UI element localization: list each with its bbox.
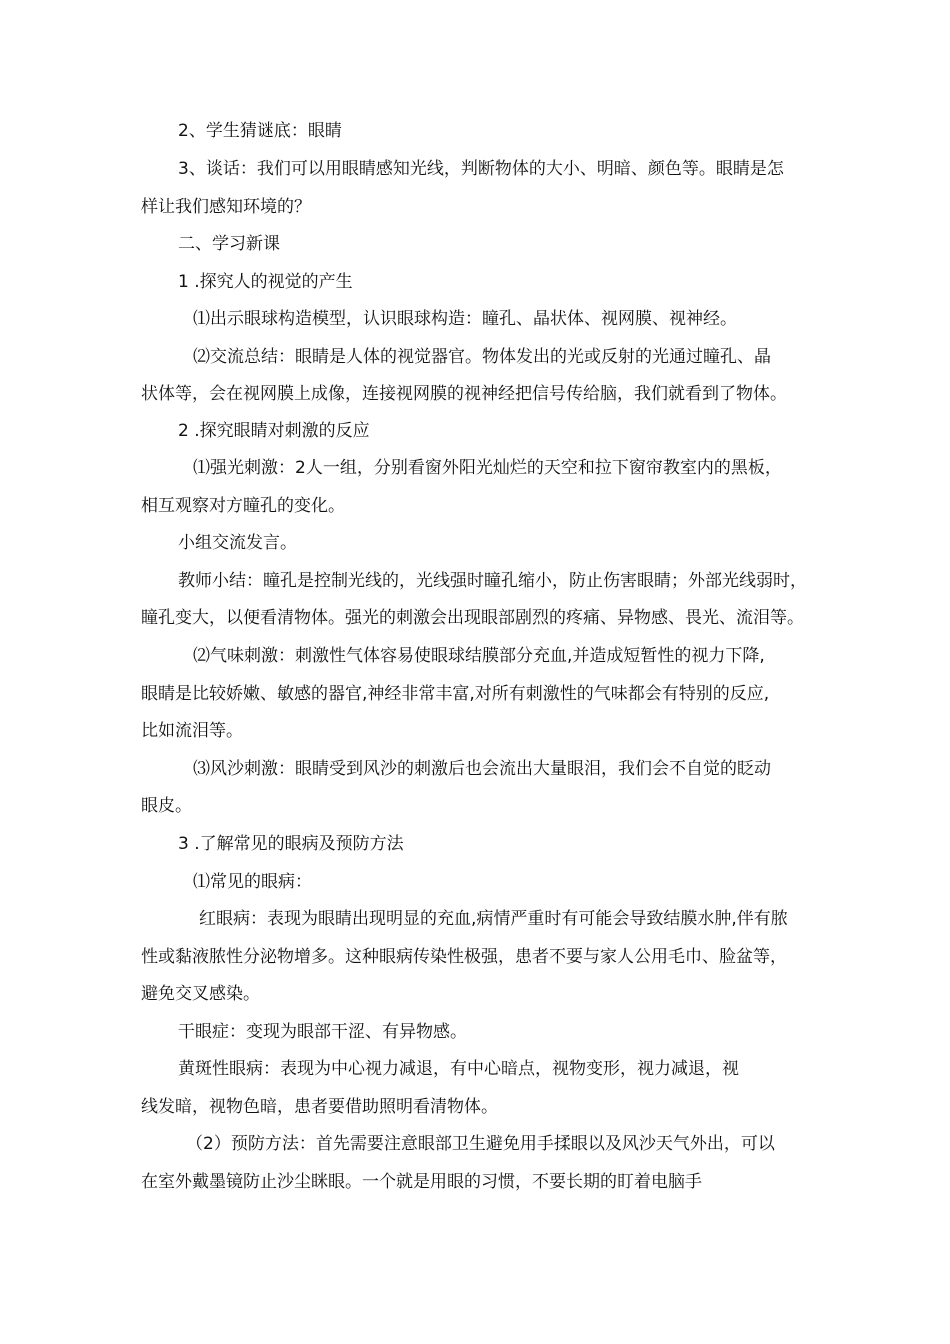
text-line: 眼皮。 — [141, 796, 192, 816]
text-line: ⑴常见的眼病： — [193, 872, 312, 892]
subsection-heading: 1 .探究人的视觉的产生 — [178, 272, 353, 292]
text-line: 性或黏液脓性分泌物增多。这种眼病传染性极强，患者不要与家人公用毛巾、脸盆等， — [141, 947, 787, 967]
text-line: 3、谈话：我们可以用眼睛感知光线，判断物体的大小、明暗、颜色等。眼睛是怎 — [178, 159, 784, 179]
text-line: ⑵交流总结：眼睛是人体的视觉器官。物体发出的光或反射的光通过瞳孔、晶 — [193, 347, 771, 367]
text-line: 样让我们感知环境的？ — [141, 197, 311, 217]
text-line: 比如流泪等。 — [141, 721, 243, 741]
text-line: 避免交叉感染。 — [141, 984, 260, 1004]
text-line: 干眼症：变现为眼部干涩、有异物感。 — [178, 1022, 467, 1042]
section-heading: 二、学习新课 — [178, 234, 280, 254]
text-line: 在室外戴墨镜防止沙尘眯眼。一个就是用眼的习惯，不要长期的盯着电脑手 — [141, 1172, 702, 1192]
subsection-heading: 2 .探究眼睛对刺激的反应 — [178, 421, 370, 441]
text-line: 小组交流发言。 — [178, 533, 297, 553]
text-line: ⑵气味刺激：刺激性气体容易使眼球结膜部分充血,并造成短暂性的视力下降, — [193, 646, 765, 666]
text-line: 瞳孔变大，以便看清物体。强光的刺激会出现眼部剧烈的疼痛、异物感、畏光、流泪等。 — [141, 608, 804, 628]
text-line: 红眼病：表现为眼睛出现明显的充血,病情严重时有可能会导致结膜水肿,伴有脓 — [199, 909, 788, 929]
text-line: ⑴出示眼球构造模型，认识眼球构造：瞳孔、晶状体、视网膜、视神经。 — [193, 309, 737, 329]
subsection-heading: 3 .了解常见的眼病及预防方法 — [178, 834, 404, 854]
text-line: 眼睛是比较娇嫩、敏感的器官,神经非常丰富,对所有刺激性的气味都会有特别的反应, — [141, 684, 770, 704]
text-line: ⑴强光刺激：2人一组，分别看窗外阳光灿烂的天空和拉下窗帘教室内的黑板， — [193, 458, 782, 478]
text-line: 黄斑性眼病：表现为中心视力减退，有中心暗点，视物变形，视力减退，视 — [178, 1059, 739, 1079]
text-line: 教师小结：瞳孔是控制光线的，光线强时瞳孔缩小，防止伤害眼睛；外部光线弱时， — [178, 571, 807, 591]
text-line: 线发暗，视物色暗，患者要借助照明看清物体。 — [141, 1097, 498, 1117]
text-line: （2）预防方法：首先需要注意眼部卫生避免用手揉眼以及风沙天气外出，可以 — [186, 1134, 775, 1154]
text-line: 2、学生猜谜底：眼睛 — [178, 121, 342, 141]
text-line: 状体等，会在视网膜上成像，连接视网膜的视神经把信号传给脑，我们就看到了物体。 — [141, 384, 787, 404]
text-line: 相互观察对方瞳孔的变化。 — [141, 496, 345, 516]
text-line: ⑶风沙刺激：眼睛受到风沙的刺激后也会流出大量眼泪，我们会不自觉的眨动 — [193, 759, 771, 779]
